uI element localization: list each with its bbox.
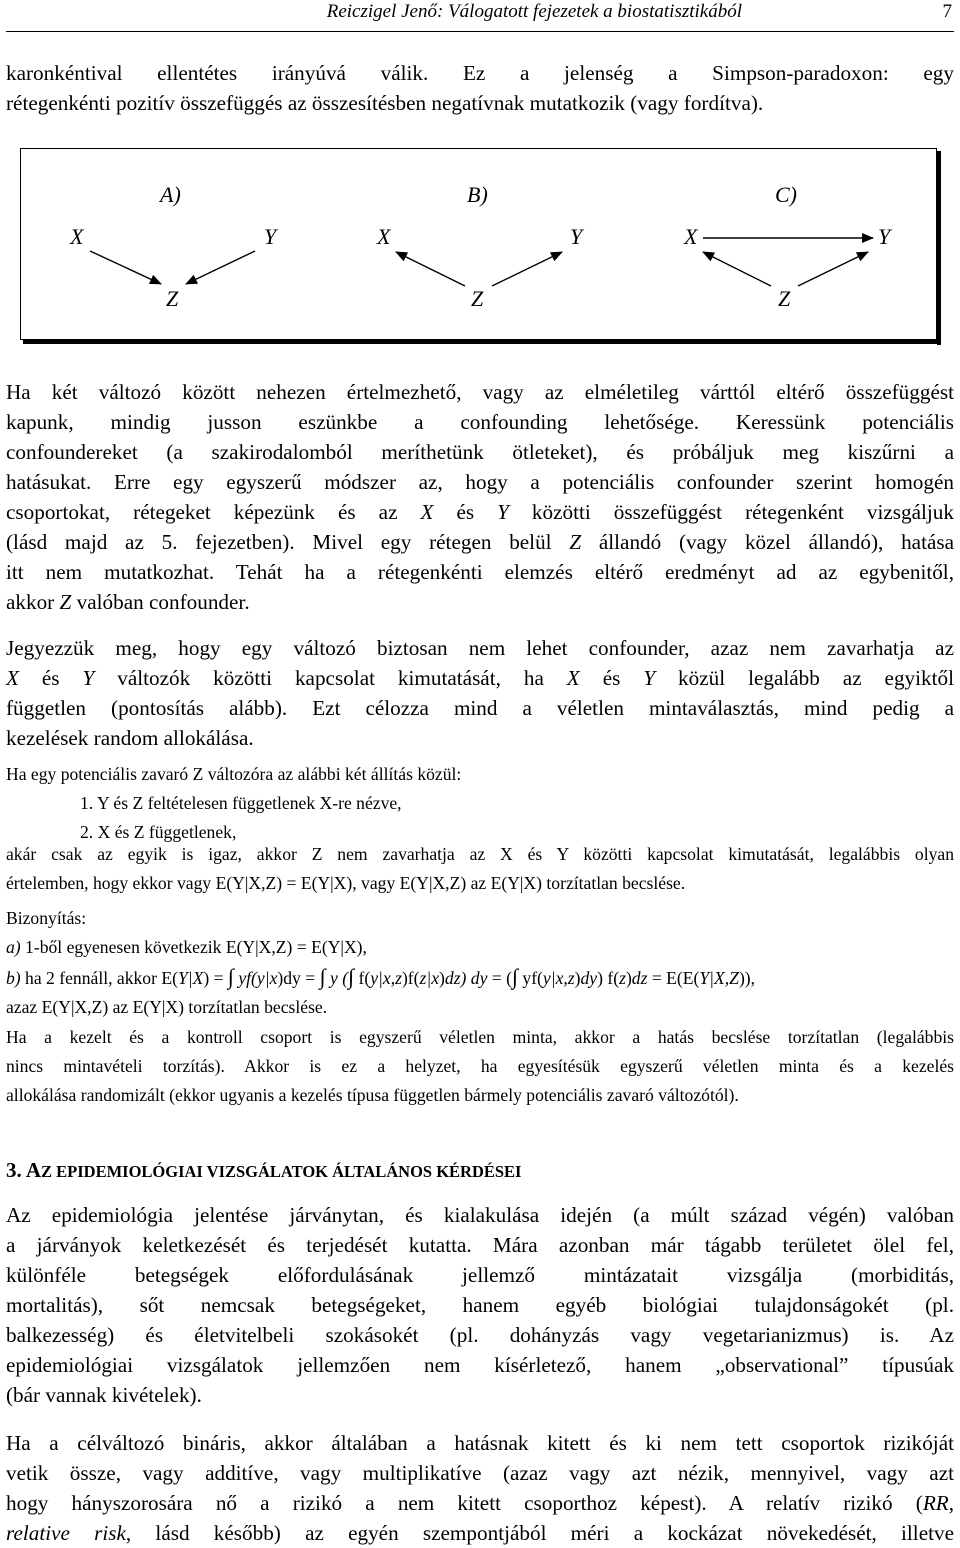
- header-title: Reiczigel Jenő: Válogatott fejezetek a biostatisztikából: [326, 1, 742, 22]
- panel-a-y-node: Y: [264, 224, 277, 249]
- para1-line-6: (lásd majd az 5. fejezetben). Mivel egy rétegen belül Z állandó (vagy közel állandó), hatása: [6, 530, 955, 554]
- arrow-b-z-to-y: [492, 252, 562, 286]
- arrow-c-z-to-x: [703, 252, 771, 286]
- para4-line-3: hogy hányszorosára nő a rizikó a nem kitett csoporthoz képest). A relatív rizikó (RR,: [6, 1491, 954, 1515]
- panel-a-z-node: Z: [166, 286, 179, 311]
- panel-b-label: B): [467, 182, 488, 207]
- condition-item-2: 2. X és Z függetlenek,: [80, 822, 237, 842]
- proof-line-a: a) 1-ből egyenesen következik E(Y|X,Z) = E(Y|X),: [6, 937, 367, 957]
- section-heading: [6, 1158, 521, 1183]
- para1-line-8: akkor Z valóban confounder.: [6, 590, 250, 614]
- small-note-randomization: [6, 1023, 954, 1110]
- para3-line-1: Az epidemiológia jelentése járványtan, és kialakulása idején (a múlt század végén) valóban: [6, 1203, 954, 1227]
- para1-line-1: Ha két változó között nehezen értelmezhető, vagy az elméletileg várttól eltérő összefüggést: [6, 380, 954, 404]
- small-note-conditions: [6, 760, 954, 789]
- para1-line-7: itt nem mutatkozhat. Tehát ha a rétegenkénti elemzés eltérő eredményt ad az egybenitől,: [6, 560, 954, 584]
- arrow-b-z-to-x: [396, 252, 465, 286]
- integral-sign: ∫: [511, 964, 518, 989]
- para2-line-3: független (pontosítás alább). Ezt célozza mind a véletlen mintaválasztás, mind pedig a: [6, 696, 954, 720]
- small-note-conclusion: [6, 840, 954, 898]
- para3-line-6: epidemiológiai vizsgálatok jellemzően nem kísérletező, hanem „observational” típusúak: [6, 1353, 954, 1377]
- panel-c-label: C): [775, 182, 797, 207]
- proof-a-label: a): [6, 937, 21, 957]
- header-rule: [6, 31, 954, 32]
- small2-line-3: allokálása randomizált (ekkor ugyanis a kezelés típusa független bármely potenciális zavaró változótól).: [6, 1085, 739, 1105]
- small2-line-2: nincs mintavételi torzítás). Akkor is ez a helyzet, ha egyesítésük egyszerű véletlen minta és a kezelés: [6, 1056, 954, 1076]
- para1-line-5: csoportokat, rétegeket képezünk és az X és Y közötti összefüggést rétegenként vizsgáljuk: [6, 500, 954, 524]
- panel-c-z-node: Z: [778, 286, 791, 311]
- arrow-a-y-to-z: [186, 251, 255, 284]
- panel-c-x-node: X: [684, 224, 698, 249]
- para2-line-1: Jegyezzük meg, hogy egy változó biztosan nem lehet confounder, azaz nem zavarhatja az: [6, 636, 954, 660]
- paragraph-epidemiology: [6, 1200, 954, 1410]
- page-number: 7: [942, 1, 952, 22]
- paragraph-independence: [6, 633, 954, 753]
- para3-line-7: (bár vannak kivételek).: [6, 1383, 202, 1407]
- proof-title: Bizonyítás:: [6, 908, 87, 928]
- intro-line-1: karonkéntival ellentétes irányúvá válik. Ez a jelenség a Simpson-paradoxon: egy: [6, 61, 954, 85]
- para3-line-4: mortalitás), sőt nemcsak betegségeket, hanem egyéb biológiai tulajdonságokét (pl.: [6, 1293, 954, 1317]
- para4-line-4: relative risk, lásd később) az egyén szempontjából méri a kockázat növekedését, illetve: [6, 1521, 954, 1545]
- para3-line-3: különféle betegségek előfordulásának jellemző mintázatait vizsgálja (morbiditás,: [6, 1263, 954, 1287]
- paragraph-confounding: [6, 377, 954, 617]
- arrow-c-z-to-y: [798, 252, 868, 286]
- panel-c-y-node: Y: [878, 224, 891, 249]
- proof-line-b: b) ha 2 fennáll, akkor E(Y|X) = ∫ yf(y|x)dy = ∫ y (∫ f(y|x,z)f(z|x)dz) dy = (∫ yf(y|x,z)dy) f(z)dz = E(E(Y|X,Z)),: [6, 964, 756, 989]
- para3-line-5: balkezesség) és életvitelbeli szokásokét (pl. dohányzás vagy vegetarianizmus) is. Az: [6, 1323, 954, 1347]
- panel-a-label: A): [160, 182, 181, 207]
- intro-paragraph: [6, 58, 954, 118]
- para4-line-2: vetik össze, vagy additíve, vagy multiplikatíve (azaz vagy azt nézik, mennyivel, vagy azt: [6, 1461, 954, 1485]
- panel-b-y-node: Y: [570, 224, 583, 249]
- proof-block: [6, 904, 954, 1022]
- small1-line-2: akár csak az egyik is igaz, akkor Z nem zavarhatja az X és Y közötti kapcsolat kimutatását, legalábbis olyan: [6, 844, 954, 864]
- section-title-text: Z EPIDEMIOLÓGIAI VIZSGÁLATOK ÁLTALÁNOS KÉRDÉSEI: [41, 1162, 522, 1181]
- panel-a-x-node: X: [70, 224, 84, 249]
- small1-line-1: Ha egy potenciális zavaró Z változóra az alábbi két állítás közül:: [6, 764, 462, 784]
- proof-line-c: azaz E(Y|X,Z) az E(Y|X) torzítatlan becslése.: [6, 997, 328, 1017]
- panel-b-x-node: X: [377, 224, 391, 249]
- section-number: 3. A: [6, 1158, 42, 1182]
- running-header: [0, 0, 960, 32]
- paragraph-binary-outcome: [6, 1428, 954, 1548]
- para2-line-2: X és Y változók közötti kapcsolat kimutatását, ha X és Y közül legalább az egyiktől: [6, 666, 954, 690]
- para1-line-4: hatásukat. Erre egy egyszerű módszer az, hogy a potenciális confounder szerint homogén: [6, 470, 954, 494]
- para1-line-3: confoundereket (a szakirodalomból meríthetünk ötleteket), és próbáljuk meg kiszűrni a: [6, 440, 954, 464]
- panel-b-z-node: Z: [471, 286, 484, 311]
- para3-line-2: a járványok keletkezését és terjedését kutatta. Mára azonban már tágabb területet ölel fel,: [6, 1233, 954, 1257]
- integral-sign: ∫: [227, 964, 234, 989]
- small2-line-1: Ha a kezelt és a kontroll csoport is egyszerű véletlen minta, akkor a hatás becslése torzítatlan (legalábbis: [6, 1027, 954, 1047]
- para1-line-2: kapunk, mindig jusson eszünkbe a confounding lehetősége. Keressünk potenciális: [6, 410, 954, 434]
- integral-sign: ∫: [348, 964, 355, 989]
- para2-line-4: kezelések random allokálása.: [6, 726, 254, 750]
- integral-sign: ∫: [319, 964, 326, 989]
- para4-line-1: Ha a célváltozó bináris, akkor általában a hatásnak kitett és ki nem tett csoportok rizikóját: [6, 1431, 954, 1455]
- causal-diagram-figure: [20, 148, 940, 344]
- condition-item-1: 1. Y és Z feltételesen függetlenek X-re nézve,: [80, 793, 402, 813]
- small1-line-3: értelemben, hogy ekkor vagy E(Y|X,Z) = E(Y|X), vagy E(Y|X,Z) az E(Y|X) torzítatlan becslése.: [6, 873, 686, 893]
- intro-line-2: rétegenkénti pozitív összefüggés az összesítésben negatívnak mutatkozik (vagy fordítva).: [6, 91, 764, 115]
- arrow-a-x-to-z: [90, 251, 161, 284]
- diagram-arrows: [20, 148, 940, 344]
